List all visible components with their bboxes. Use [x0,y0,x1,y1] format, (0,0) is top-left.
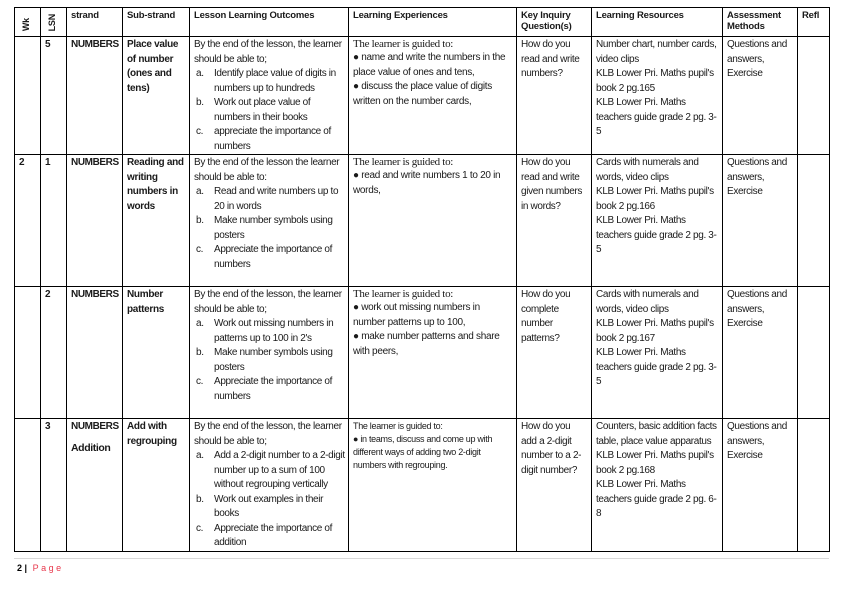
experience-item: ● work out missing numbers in number patterns up to 100, [353,302,480,328]
experiences-cell [349,37,517,155]
resource-item: KLB Lower Pri. Maths pupil's book 2 pg.167 [596,318,714,344]
strand-label: NUMBERS [71,39,119,50]
outcomes-cell [190,287,349,419]
outcome-text: Read and write numbers up to 20 in words [214,186,339,212]
experience-item: ● read and write numbers 1 to 20 in words, [353,170,501,196]
header-reflection: Refl [798,8,830,37]
outcome-item [194,214,345,243]
outcome-item [194,185,345,214]
strand-cell [67,419,123,552]
outcome-item [194,522,345,551]
inquiry-cell: How do you read and write given numbers in words? [517,155,592,287]
experiences-cell [349,419,517,552]
header-wk [15,8,41,37]
outcomes-intro: By the end of the lesson, the learner should be able to; [194,39,342,65]
outcome-item [194,493,345,522]
week-cell [15,287,41,419]
outcomes-list [194,317,345,404]
header-strand: strand [67,8,123,37]
strand-label: NUMBERS [71,421,119,432]
outcome-text: Appreciate the importance of numbers [214,244,333,270]
outcome-marker: b. [196,97,204,108]
page-number: 2 [17,563,23,573]
page-label: Page [32,563,64,573]
sub-strand-cell: Number patterns [123,287,190,419]
sub-strand-cell: Reading and writing numbers in words [123,155,190,287]
outcome-item [194,375,345,404]
outcome-item [194,317,345,346]
header-assessment: Assessment Methods [723,8,798,37]
reflection-cell [798,37,830,155]
outcome-marker: a. [196,68,204,79]
resource-item: KLB Lower Pri. Maths teachers guide grade 2 pg. 3-5 [596,215,717,255]
outcome-marker: b. [196,347,204,358]
experiences-intro: The learner is guided to: [353,288,454,300]
experiences-intro: The learner is guided to: [353,38,454,50]
outcomes-cell [190,419,349,552]
resource-item: KLB Lower Pri. Maths pupil's book 2 pg.165 [596,68,714,94]
outcome-item [194,125,345,154]
sub-strand-cell: Place value of number (ones and tens) [123,37,190,155]
outcomes-intro: By the end of the lesson, the learner should be able to; [194,421,342,447]
header-sub-strand: Sub-strand [123,8,190,37]
resource-item: KLB Lower Pri. Maths teachers guide grade 2 pg. 3-5 [596,97,717,137]
resource-item: KLB Lower Pri. Maths teachers guide grade 2 pg. 6-8 [596,479,717,519]
week-cell: 2 [15,155,41,287]
outcomes-intro: By the end of the lesson, the learner should be able to; [194,289,342,315]
outcome-text: Work out place value of numbers in their books [214,97,311,123]
resource-item: Number chart, number cards, video clips [596,39,717,65]
outcome-text: Make number symbols using posters [214,347,333,373]
outcome-marker: c. [196,244,204,255]
outcomes-cell [190,37,349,155]
strand-cell [67,37,123,155]
experience-item: ● make number patterns and share with peers, [353,331,500,357]
inquiry-cell: How do you add a 2-digit number to a 2-digit number? [517,419,592,552]
experiences-intro: The learner is guided to: [353,156,454,168]
outcomes-list [194,67,345,154]
outcome-text: Make number symbols using posters [214,215,333,241]
scheme-of-work-table [14,7,830,552]
outcome-marker: b. [196,493,204,505]
week-cell [15,37,41,155]
outcomes-cell [190,155,349,287]
assessment-cell: Questions and answers, Exercise [723,287,798,419]
outcome-item [194,449,345,493]
lesson-cell: 3 [41,419,67,552]
experience-item: ● discuss the place value of digits written on the number cards, [353,81,492,107]
outcome-text: Identify place value of digits in numbers up to hundreds [214,68,336,94]
header-lsn-label: LSN [47,13,57,31]
header-lsn [41,8,67,37]
sub-strand-cell: Add with regrouping [123,419,190,552]
resource-item: KLB Lower Pri. Maths teachers guide grade 2 pg. 3-5 [596,347,717,387]
lesson-cell: 1 [41,155,67,287]
lesson-cell: 2 [41,287,67,419]
resource-item: KLB Lower Pri. Maths pupil's book 2 pg.168 [596,450,714,476]
header-wk-label: Wk [21,17,31,31]
outcome-item [194,346,345,375]
strand-cell [67,287,123,419]
strand-sub-label: Addition [71,441,111,454]
table-row [15,287,830,419]
outcome-item [194,96,345,125]
table-row [15,419,830,552]
experiences-cell [349,155,517,287]
outcome-marker: c. [196,376,204,387]
assessment-cell: Questions and answers, Exercise [723,419,798,552]
outcome-item [194,67,345,96]
table-row [15,37,830,155]
inquiry-cell: How do you complete number patterns? [517,287,592,419]
outcome-marker: a. [196,318,204,329]
outcome-text: Appreciate the importance of numbers [214,376,333,402]
outcome-text: Appreciate the importance of addition [214,522,333,548]
experiences-cell [349,287,517,419]
experiences-intro: The learner is guided to: [353,421,443,431]
header-inquiry: Key Inquiry Question(s) [517,8,592,37]
footer-separator: | [24,563,28,573]
header-resources: Learning Resources [592,8,723,37]
resource-item: Cards with numerals and words, video clips [596,157,699,183]
assessment-cell: Questions and answers, Exercise [723,37,798,155]
header-experiences: Learning Experiences [349,8,517,37]
strand-label: NUMBERS [71,289,119,300]
inquiry-cell: How do you read and write numbers? [517,37,592,155]
resource-item: Cards with numerals and words, video clips [596,289,699,315]
resources-cell [592,419,723,552]
reflection-cell [798,419,830,552]
reflection-cell [798,287,830,419]
outcome-marker: a. [196,186,204,197]
lesson-cell: 5 [41,37,67,155]
outcome-text: Work out missing numbers in patterns up to 100 in 2's [214,318,334,344]
footer-divider [14,558,829,559]
resources-cell [592,155,723,287]
table-row [15,155,830,287]
outcome-text: appreciate the importance of numbers [214,126,331,152]
resource-item: Counters, basic addition facts table, place value apparatus [596,421,717,447]
header-row [15,8,830,37]
outcome-marker: c. [196,126,204,137]
outcome-marker: a. [196,450,204,461]
resources-cell [592,37,723,155]
assessment-cell: Questions and answers, Exercise [723,155,798,287]
outcome-text: Add a 2-digit number to a 2-digit number up to a sum of 100 without regrouping vertically [214,450,345,490]
resources-cell [592,287,723,419]
experience-item: ● name and write the numbers in the place value of ones and tens, [353,52,506,78]
resource-item: KLB Lower Pri. Maths pupil's book 2 pg.166 [596,186,714,212]
reflection-cell [798,155,830,287]
experience-item: ● in teams, discuss and come up with different ways of adding two 2-digit numbers with regrouping. [353,434,493,470]
outcome-marker: b. [196,215,204,226]
strand-label: NUMBERS [71,157,119,168]
week-cell [15,419,41,552]
outcome-text: Work out examples in their books [214,493,324,519]
outcomes-list [194,449,345,551]
outcomes-list [194,185,345,272]
outcome-marker: c. [196,522,204,534]
strand-cell [67,155,123,287]
header-outcomes: Lesson Learning Outcomes [190,8,349,37]
page-footer [17,563,64,573]
outcome-item [194,243,345,272]
outcomes-intro: By the end of the lesson the learner should be able to: [194,157,340,183]
